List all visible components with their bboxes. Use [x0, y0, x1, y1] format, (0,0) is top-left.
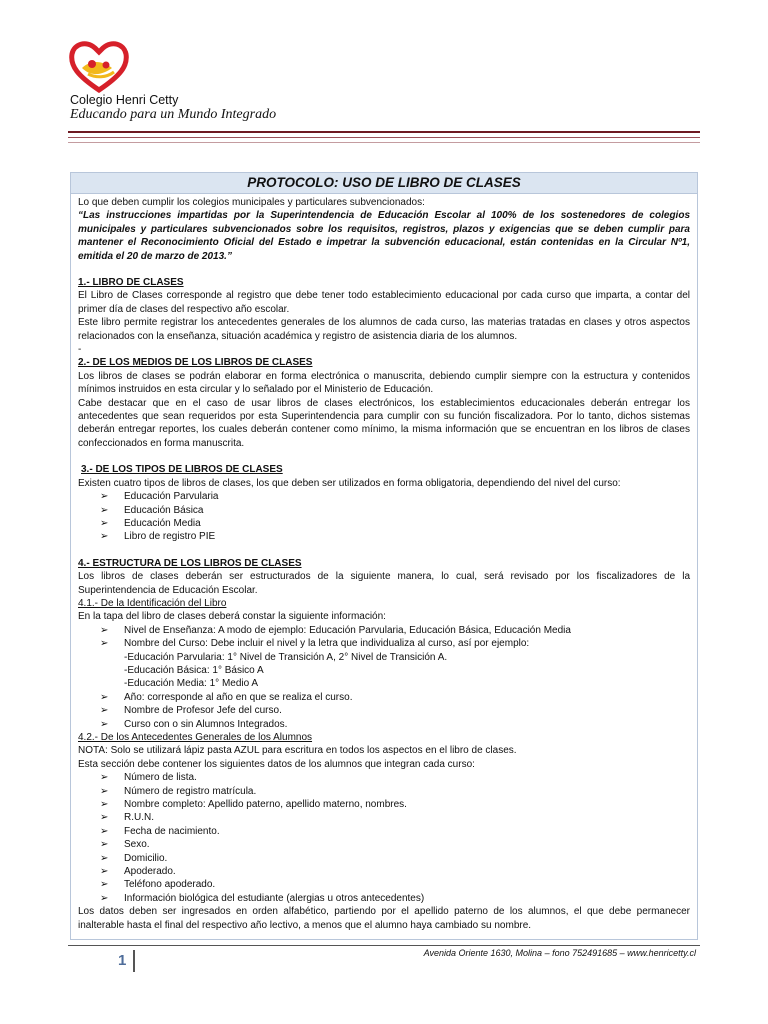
- intro-text: Lo que deben cumplir los colegios municipales y particulares subvencionados:: [78, 197, 425, 208]
- book-cover-list-continued: [78, 691, 690, 731]
- footer-address: Avenida Oriente 1630, Molina – fono 752491685 – www.henricetty.cl: [423, 948, 696, 958]
- list-item: ➢ Educación Media: [100, 517, 690, 530]
- list-item: ➢ Nombre completo: Apellido paterno, apellido materno, nombres.: [100, 798, 690, 811]
- section-4-paragraph: Los libros de clases deberán ser estructurados de la siguiente manera, lo cual, será revisado por los fiscalizadores de la Superintendencia de Educación Escolar.: [78, 571, 690, 596]
- section-1-heading: 1.- LIBRO DE CLASES: [78, 277, 184, 289]
- list-item: ➢ Número de registro matrícula.: [100, 785, 690, 798]
- example-line: -Educación Media: 1° Medio A: [124, 678, 259, 690]
- subsection-4-1-heading: 4.1.- De la Identificación del Libro: [78, 597, 227, 609]
- section-2-paragraph: Cabe destacar que en el caso de usar libros de clases electrónicos, los establecimientos educacionales deberán entregar los antecedentes que sean requeridos por esta Superintendencia para cumplir con su función fiscalizadora. Por lo tanto, dichos sistemas deberán entregar reportes, los cuales deberán contener como mínimo, la misma información que se encuentran en los libros de clases confeccionados en forma manuscrita.: [78, 397, 690, 449]
- list-item: ➢ Domicilio.: [100, 852, 690, 865]
- blue-pen-note: NOTA: Solo se utilizará lápiz pasta AZUL para escritura en todos los aspectos en el libro de clases.: [78, 745, 517, 757]
- school-name: Colegio Henri Cetty: [70, 93, 179, 107]
- list-item: ➢ Libro de registro PIE: [100, 530, 690, 543]
- list-item: ➢ Información biológica del estudiante (alergias u otros antecedentes): [100, 892, 690, 905]
- book-types-list: [78, 490, 690, 544]
- section-3-heading: 3.- DE LOS TIPOS DE LIBROS DE CLASES: [81, 464, 283, 476]
- list-item: ➢ Teléfono apoderado.: [100, 878, 690, 891]
- header-rule: [68, 137, 700, 138]
- section-1-paragraph: El Libro de Clases corresponde al registro que debe tener todo establecimiento educacional por cada curso que imparta, a contar del primer día de clases del respectivo año escolar.: [78, 290, 690, 315]
- heart-hands-icon: [68, 38, 130, 94]
- list-item: ➢ Curso con o sin Alumnos Integrados.: [100, 718, 690, 731]
- circular-quote: “Las instrucciones impartidas por la Superintendencia de Educación Escolar al 100% de los sostenedores de colegios municipales y particulares subvencionados sobre los requisitos, registros, plazos y exigencias que se deben cumplir para mantener el Reconocimiento Oficial del Estado e impetrar la subvención educacional, están contenidas en la Circular Nº1, emitida el 20 de marzo de 2013.”: [78, 210, 690, 262]
- student-data-list: [78, 771, 690, 905]
- list-item: ➢ Número de lista.: [100, 771, 690, 784]
- subsection-4-1-intro: En la tapa del libro de clases deberá constar la siguiente información:: [78, 611, 386, 623]
- page-number: 1: [118, 952, 127, 969]
- list-item: ➢ Fecha de nacimiento.: [100, 825, 690, 838]
- school-motto: Educando para un Mundo Integrado: [70, 107, 277, 122]
- list-item: ➢ Año: corresponde al año en que se realiza el curso.: [100, 691, 690, 704]
- document-body: [71, 194, 697, 932]
- section-1-paragraph: Este libro permite registrar los antecedentes generales de los alumnos de cada curso, las materias tratadas en clases y otros aspectos relacionados con la enseñanza, situación académica y registro de asistencia diaria de los alumnos.: [78, 317, 690, 342]
- course-name-examples: [78, 651, 690, 691]
- list-item: ➢ Nombre del Curso: Debe incluir el nivel y la letra que individualiza al curso, así por ejemplo:: [100, 637, 690, 650]
- protocol-box: [70, 172, 698, 940]
- section-2-paragraph: Los libros de clases se podrán elaborar en forma electrónica o manuscrita, debiendo cumplir siempre con la estructura y contenidos mínimos instruidos en esta circular y lo señalado por el Ministerio de Educación.: [78, 370, 690, 396]
- example-line: -Educación Básica: 1° Básico A: [124, 664, 264, 676]
- subsection-4-2-intro: Esta sección debe contener los siguientes datos de los alumnos que integran cada curso:: [78, 758, 475, 770]
- example-line: -Educación Parvularia: 1° Nivel de Transición A, 2° Nivel de Transición A.: [124, 651, 448, 663]
- list-item: ➢ Apoderado.: [100, 865, 690, 878]
- subsection-4-2-heading: 4.2.- De los Antecedentes Generales de los Alumnos: [78, 732, 313, 744]
- section-2-heading: 2.- DE LOS MEDIOS DE LOS LIBROS DE CLASES: [78, 357, 313, 369]
- document-title: PROTOCOLO: USO DE LIBRO DE CLASES: [71, 173, 697, 194]
- header-rule: [68, 142, 700, 143]
- list-item: ➢ R.U.N.: [100, 811, 690, 824]
- closing-paragraph: Los datos deben ser ingresados en orden alfabético, partiendo por el apellido paterno de los alumnos, el que debe permanecer inalterable hasta el final del respectivo año lectivo, a menos que el alumno haya cambiado su nombre.: [78, 906, 690, 931]
- section-4-heading: 4.- ESTRUCTURA DE LOS LIBROS DE CLASES: [78, 557, 302, 569]
- list-item: ➢ Educación Básica: [100, 504, 690, 517]
- section-3-paragraph: Existen cuatro tipos de libros de clases, los que deben ser utilizados en forma obligatoria, dependiendo del nivel del curso:: [78, 477, 621, 489]
- section-separator: -: [78, 344, 82, 356]
- page-number-bar: [133, 950, 135, 972]
- book-cover-list: [78, 624, 690, 651]
- school-logo: [68, 38, 130, 94]
- list-item: ➢ Nivel de Enseñanza: A modo de ejemplo: Educación Parvularia, Educación Básica, Educación Media: [100, 624, 690, 637]
- header-rule: [68, 131, 700, 133]
- list-item: ➢ Nombre de Profesor Jefe del curso.: [100, 704, 690, 717]
- footer-rule: [68, 945, 700, 946]
- list-item: ➢ Educación Parvularia: [100, 490, 690, 503]
- list-item: ➢ Sexo.: [100, 838, 690, 851]
